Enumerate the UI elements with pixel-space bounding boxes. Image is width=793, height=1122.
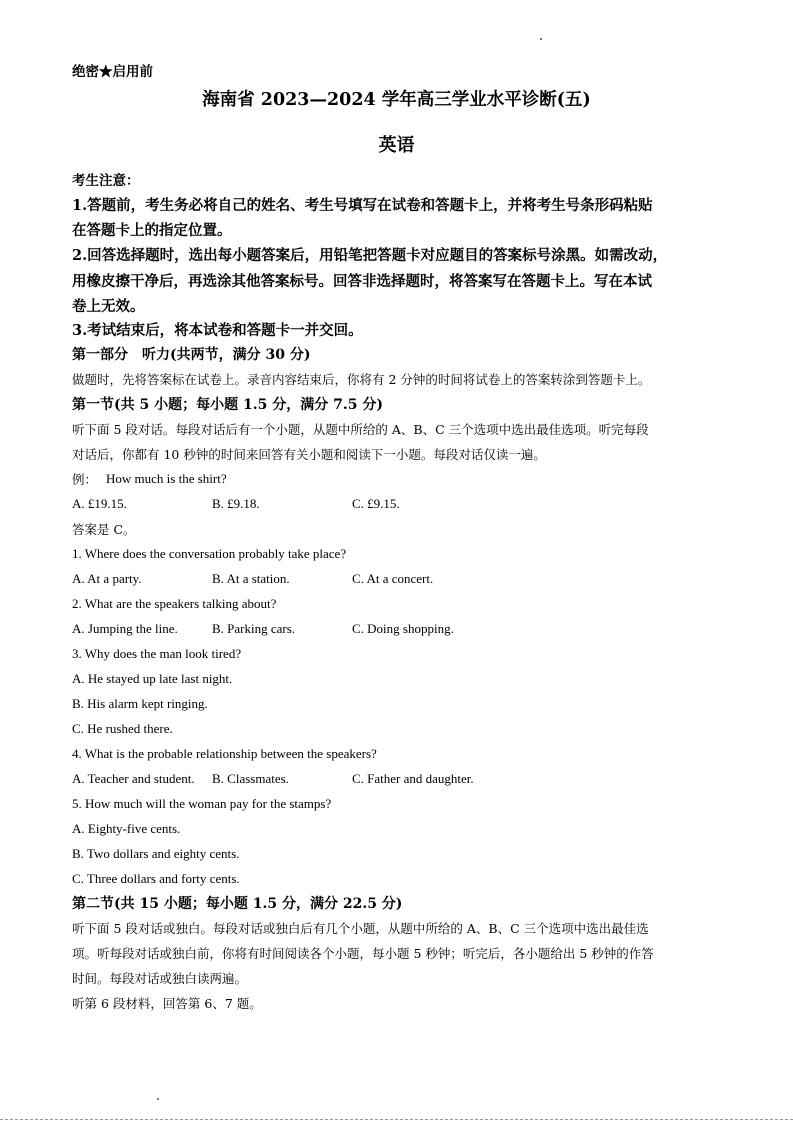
- question-option: C. Three dollars and forty cents.: [72, 871, 240, 886]
- subject-title: 英语: [378, 135, 415, 156]
- notes-line: 用橡皮擦干净后，再选涂其他答案标号。回答非选择题时，将答案写在答题卡上。写在本试: [72, 273, 652, 290]
- question-option: C. Doing shopping.: [352, 621, 454, 636]
- section1-heading: 第一节(共 5 小题；每小题 1.5 分，满分 7.5 分): [72, 397, 383, 413]
- part1-instruction: 做题时，先将答案标在试卷上。录音内容结束后，你将有 2 分钟的时间将试卷上的答案转涂到答题卡上。: [72, 372, 651, 387]
- question-option: B. Classmates.: [212, 771, 289, 786]
- question-option: C. Father and daughter.: [352, 771, 474, 786]
- page-bottom-rule: [0, 1119, 793, 1120]
- material-note: 听第 6 段材料，回答第 6、7 题。: [72, 996, 262, 1011]
- question-option: B. Parking cars.: [212, 621, 296, 636]
- example-question: How much is the shirt?: [106, 471, 227, 486]
- notes-heading: 考生注意：: [72, 173, 140, 189]
- question-option: C. At a concert.: [352, 571, 434, 586]
- question-option: A. Teacher and student.: [72, 771, 195, 786]
- example-option: A. £19.15.: [72, 496, 127, 511]
- section2-instruction: 听下面 5 段对话或独白。每段对话或独白后有几个小题，从题中所给的 A、B、C 三个选项中选出最佳选: [72, 921, 649, 936]
- scan-dot: [540, 38, 542, 40]
- question-stem: 1. Where does the conversation probably take place?: [72, 546, 347, 561]
- exam-title: 海南省 2023—2024 学年高三学业水平诊断(五): [202, 90, 591, 110]
- question-stem: 3. Why does the man look tired?: [72, 646, 242, 661]
- question-option: A. Jumping the line.: [72, 621, 178, 636]
- section1-instruction: 对话后，你都有 10 秒钟的时间来回答有关小题和阅读下一小题。每段对话仅读一遍。: [72, 447, 546, 462]
- example-option: C. £9.15.: [352, 496, 400, 511]
- section2-heading: 第二节(共 15 小题；每小题 1.5 分，满分 22.5 分): [72, 896, 403, 912]
- question-option: A. He stayed up late last night.: [72, 671, 233, 686]
- notes-line: 1.答题前，考生务必将自己的姓名、考生号填写在试卷和答题卡上，并将考生号条形码粘贴: [72, 197, 653, 214]
- question-option: A. Eighty-five cents.: [72, 821, 181, 836]
- question-option: B. His alarm kept ringing.: [72, 696, 208, 711]
- section2-instruction: 时间。每段对话或独白读两遍。: [72, 971, 248, 986]
- question-option: B. Two dollars and eighty cents.: [72, 846, 240, 861]
- question-stem: 5. How much will the woman pay for the stamps?: [72, 796, 332, 811]
- section2-instruction: 项。听每段对话或独白前，你将有时间阅读各个小题，每小题 5 秒钟；听完后，各小题给出 5 秒钟的作答: [72, 946, 654, 961]
- notes-line: 3.考试结束后，将本试卷和答题卡一并交回。: [72, 322, 363, 339]
- confidential-mark: 绝密★启用前: [72, 64, 153, 80]
- part1-heading: 第一部分 听力(共两节，满分 30 分): [72, 347, 311, 363]
- notes-line: 2.回答选择题时，选出每小题答案后，用铅笔把答题卡对应题目的答案标号涂黑。如需改动，: [72, 247, 668, 264]
- question-option: C. He rushed there.: [72, 721, 173, 736]
- question-stem: 2. What are the speakers talking about?: [72, 596, 277, 611]
- question-option: A. At a party.: [72, 571, 142, 586]
- example-label: 例：: [72, 472, 98, 487]
- question-stem: 4. What is the probable relationship between the speakers?: [72, 746, 377, 761]
- section1-instruction: 听下面 5 段对话。每段对话后有一个小题，从题中所给的 A、B、C 三个选项中选出最佳选项。听完每段: [72, 422, 649, 437]
- notes-line: 在答题卡上的指定位置。: [72, 222, 232, 239]
- scan-dot: [157, 1098, 159, 1100]
- question-option: B. At a station.: [212, 571, 290, 586]
- example-option: B. £9.18.: [212, 496, 260, 511]
- example-answer: 答案是 C。: [72, 522, 136, 537]
- notes-line: 卷上无效。: [72, 298, 145, 315]
